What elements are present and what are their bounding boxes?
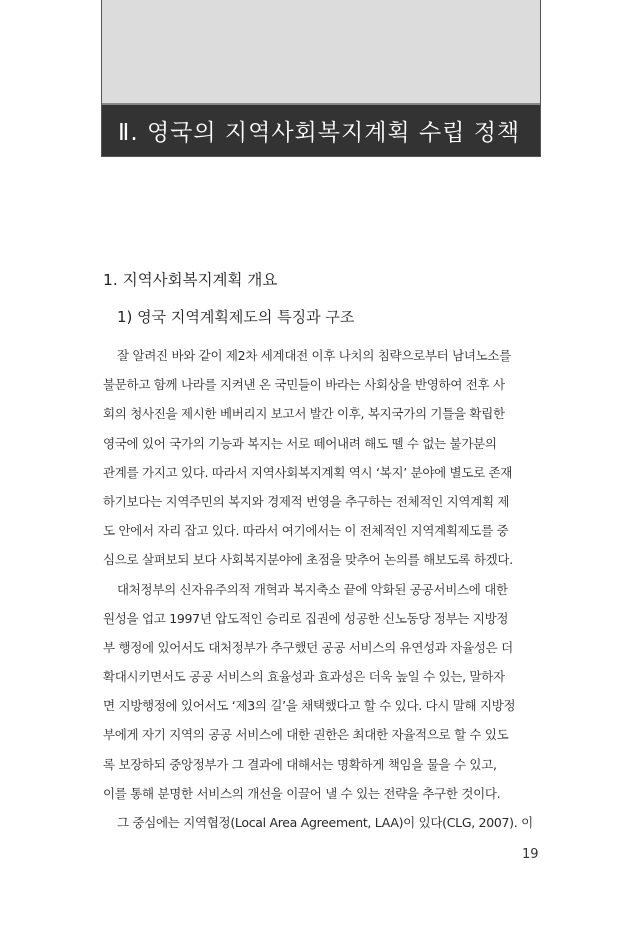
- body-line: 원성을 업고 1997년 압도적인 승리로 집권에 성공한 신노동당 정부는 지방정: [103, 610, 509, 626]
- chapter-title-band: [102, 103, 540, 156]
- body-line: 잘 알려진 바와 같이 제2차 세계대전 이후 나치의 침략으로부터 남녀노소를: [117, 348, 511, 363]
- body-line: 그 중심에는 지역협정(Local Area Agreement, LAA)이 있다(CLG, 2007). 이: [117, 815, 533, 830]
- body-paragraphs: [103, 341, 541, 837]
- body-line: 확대시키면서도 공공 서비스의 효율성과 효과성은 더욱 높일 수 있는, 말하자: [103, 669, 505, 685]
- subsection-heading: 1) 영국 지역계획제도의 특징과 구조: [117, 308, 355, 326]
- chapter-header-top-panel: [102, 0, 540, 104]
- chapter-header-box: [101, 0, 541, 157]
- body-line: 부에게 자기 지역의 공공 서비스에 대한 권한은 최대한 자율적으로 할 수 있도: [103, 727, 509, 743]
- body-line: 대처정부의 신자유주의적 개혁과 복지축소 끝에 악화된 공공서비스에 대한: [117, 581, 508, 597]
- body-line: 하기보다는 지역주민의 복지와 경제적 번영을 추구하는 전체적인 지역계획 제: [103, 493, 510, 509]
- body-line: 록 보장하되 중앙정부가 그 결과에 대해서는 명확하게 책임을 물을 수 있고,: [103, 756, 497, 772]
- body-line: 영국에 있어 국가의 기능과 복지는 서로 떼어내려 해도 뗄 수 없는 불가분의: [103, 435, 497, 451]
- body-line: 이를 통해 분명한 서비스의 개선을 이끌어 낼 수 있는 전략을 추구한 것이다.: [103, 785, 501, 801]
- section-heading: 1. 지역사회복지계획 개요: [103, 271, 278, 289]
- body-line: 회의 청사진을 제시한 베버리지 보고서 발간 이후, 복지국가의 기틀을 확립한: [103, 406, 505, 422]
- body-line: 심으로 살펴보되 보다 사회복지분야에 초점을 맞추어 논의를 해보도록 하겠다.: [103, 552, 513, 568]
- body-line: 관계를 가지고 있다. 따라서 지역사회복지계획 역시 ‘복지’ 분야에 별도로 존재: [103, 464, 513, 480]
- chapter-title: Ⅱ. 영국의 지역사회복지계획 수립 정책: [118, 120, 521, 146]
- body-line: 부 행정에 있어서도 대처정부가 추구했던 공공 서비스의 유연성과 자율성은 더: [103, 639, 513, 655]
- body-line: 면 지방행정에 있어서도 ‘제3의 길’을 채택했다고 할 수 있다. 다시 말해 지방정: [103, 698, 516, 714]
- body-line: 불문하고 함께 나라를 지켜낸 온 국민들이 바라는 사회상을 반영하여 전후 사: [103, 377, 505, 393]
- page-number: 19: [522, 847, 539, 862]
- body-line: 도 안에서 자리 잡고 있다. 따라서 여기에서는 이 전체적인 지역계획제도를 중: [103, 523, 509, 539]
